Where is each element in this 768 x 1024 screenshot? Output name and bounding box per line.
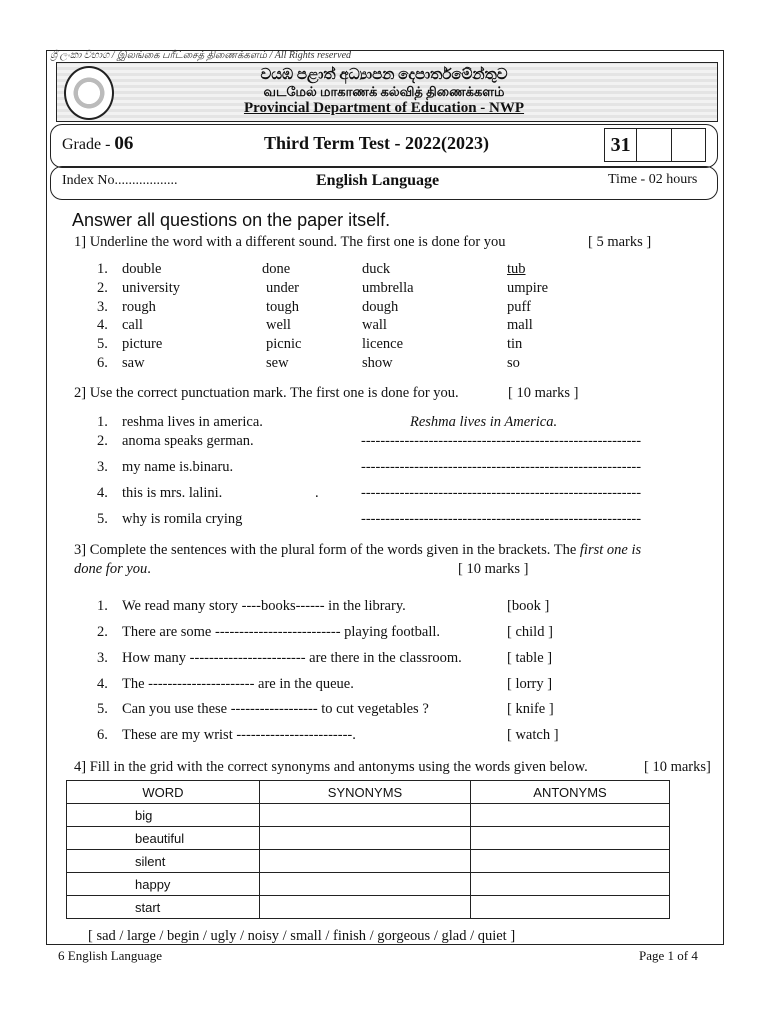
q1-word: tin xyxy=(507,336,523,352)
q1-word: show xyxy=(362,355,393,371)
subject: English Language xyxy=(316,172,440,189)
q2-sentence: why is romila crying xyxy=(122,511,243,527)
q1-word: call xyxy=(122,317,143,333)
grid-synonym-cell[interactable] xyxy=(260,827,471,850)
paper-number-cell xyxy=(672,129,705,161)
q3-sentence: How many ------------------------ are there in the classroom. xyxy=(122,650,462,666)
q3-hint: [ lorry ] xyxy=(507,676,553,692)
q1-num: 2. xyxy=(97,280,108,296)
grid-synonym-cell[interactable] xyxy=(260,873,471,896)
grid-header-word: WORD xyxy=(67,781,260,804)
q3-hint: [ knife ] xyxy=(507,701,554,717)
q2-num: 5. xyxy=(97,511,108,527)
q2-num: 4. xyxy=(97,485,108,501)
q2-sentence: my name is.binaru. xyxy=(122,459,234,475)
q1-word: sew xyxy=(266,355,289,371)
q3-title-a: 3] Complete the sentences with the plural form of the words given in the brackets. The xyxy=(74,542,580,558)
q3-title-d: . xyxy=(147,561,151,577)
q1-word: umbrella xyxy=(362,280,414,296)
q2-answer-line: ---------------------------------------------------------- xyxy=(361,485,642,501)
paper-number-cell xyxy=(637,129,671,161)
q1-marks: [ 5 marks ] xyxy=(588,234,652,250)
q2-answer-line: ---------------------------------------------------------- xyxy=(361,511,642,527)
grade-label: Grade - xyxy=(62,136,115,153)
q1-word: saw xyxy=(122,355,145,371)
q1-word: mall xyxy=(507,317,533,333)
grid-word: happy xyxy=(67,873,260,896)
q1-word: puff xyxy=(507,299,531,315)
grid-header-antonyms: ANTONYMS xyxy=(471,781,670,804)
q1-word: well xyxy=(266,317,291,333)
q1-word: double xyxy=(122,261,162,277)
q3-num: 3. xyxy=(97,650,108,666)
q3-hint: [ table ] xyxy=(507,650,553,666)
grid-antonym-cell[interactable] xyxy=(471,873,670,896)
q3-num: 2. xyxy=(97,624,108,640)
q1-title: 1] Underline the word with a different sound. The first one is done for you xyxy=(74,234,506,250)
q1-word: under xyxy=(266,280,300,296)
grid-row xyxy=(67,873,670,896)
footer-subject: 6 English Language xyxy=(58,948,162,963)
q3-sentence: We read many story ----books------ in the library. xyxy=(122,598,406,614)
q2-answer-line: ---------------------------------------------------------- xyxy=(361,433,642,449)
grid-row xyxy=(67,827,670,850)
q3-num: 6. xyxy=(97,727,108,743)
grid-antonym-cell[interactable] xyxy=(471,850,670,873)
footer-rule xyxy=(46,944,723,945)
q3-hint: [ watch ] xyxy=(507,727,559,743)
grid-word: start xyxy=(67,896,260,919)
grid-word: big xyxy=(67,804,260,827)
synonym-antonym-grid xyxy=(66,780,670,919)
q2-answer-line: ---------------------------------------------------------- xyxy=(361,459,642,475)
q3-sentence: There are some -------------------------- playing football. xyxy=(122,624,441,640)
q2-marks: [ 10 marks ] xyxy=(508,385,579,401)
q1-word: rough xyxy=(122,299,156,315)
q3-title-b: first one is xyxy=(579,542,642,558)
q3-hint: [book ] xyxy=(507,598,550,614)
q2-title: 2] Use the correct punctuation mark. The first one is done for you. xyxy=(74,385,459,401)
q3-title-c: done for you xyxy=(74,561,148,577)
q2-sentence: reshma lives in america. xyxy=(122,414,263,430)
q2-num: 1. xyxy=(97,414,108,430)
q3-title-line2 xyxy=(74,561,151,578)
paper-number-box xyxy=(604,128,706,162)
grid-word: beautiful xyxy=(67,827,260,850)
q3-sentence: These are my wrist ------------------------. xyxy=(122,727,356,743)
grid-header-synonyms: SYNONYMS xyxy=(260,781,471,804)
grade xyxy=(62,133,133,155)
q1-num: 1. xyxy=(97,261,108,277)
grid-word: silent xyxy=(67,850,260,873)
q1-num: 3. xyxy=(97,299,108,315)
banner-sinhala: වයඹ පළාත් අධ්‍යාපන දෙපාර්තමේන්තුව xyxy=(260,67,508,83)
q1-word: dough xyxy=(362,299,399,315)
q1-word: picnic xyxy=(266,336,302,352)
q1-word: umpire xyxy=(507,280,549,296)
q1-word: wall xyxy=(362,317,387,333)
time-allowed: Time - 02 hours xyxy=(608,172,698,187)
grid-antonym-cell[interactable] xyxy=(471,827,670,850)
grid-synonym-cell[interactable] xyxy=(260,896,471,919)
q1-word: done xyxy=(262,261,291,277)
grid-antonym-cell[interactable] xyxy=(471,896,670,919)
q1-word: licence xyxy=(362,336,404,352)
q3-num: 1. xyxy=(97,598,108,614)
q2-answer-example: Reshma lives in America. xyxy=(410,414,558,430)
q2-num: 2. xyxy=(97,433,108,449)
page-number: Page 1 of 4 xyxy=(639,948,698,963)
q1-word: picture xyxy=(122,336,163,352)
banner-tamil: வடமேல் மாகாணக் கல்வித் திணைக்களம் xyxy=(263,84,505,99)
q1-num: 5. xyxy=(97,336,108,352)
banner-english: Provincial Department of Education - NWP xyxy=(243,100,525,116)
q2-sentence: this is mrs. lalini. xyxy=(122,485,223,501)
grid-row xyxy=(67,896,670,919)
q3-title xyxy=(74,542,641,559)
grid-row xyxy=(67,850,670,873)
instruction: Answer all questions on the paper itself. xyxy=(72,210,391,230)
q1-word: university xyxy=(122,280,180,296)
q1-word: tough xyxy=(266,299,300,315)
q3-num: 4. xyxy=(97,676,108,692)
q1-num: 6. xyxy=(97,355,108,371)
q4-title: 4] Fill in the grid with the correct synonyms and antonyms using the words given below. xyxy=(74,759,588,775)
paper-number: 31 xyxy=(605,129,637,161)
grid-synonym-cell[interactable] xyxy=(260,804,471,827)
q1-word: so xyxy=(507,355,520,371)
q1-word: duck xyxy=(362,261,391,277)
word-bank: [ sad / large / begin / ugly / noisy / small / finish / gorgeous / glad / quiet ] xyxy=(88,928,516,944)
q1-num: 4. xyxy=(97,317,108,333)
q3-sentence: The ---------------------- are in the queue. xyxy=(122,676,354,692)
rights-notice: ශ්‍රී ලංකා විභාග / இலங்கை பரீட்சைத் திணைக்களம் / All Rights reserved xyxy=(50,50,352,61)
test-title: Third Term Test - 2022(2023) xyxy=(264,133,490,153)
grid-antonym-cell[interactable] xyxy=(471,804,670,827)
q3-marks: [ 10 marks ] xyxy=(458,561,529,577)
q3-num: 5. xyxy=(97,701,108,717)
grid-synonym-cell[interactable] xyxy=(260,850,471,873)
q2-sentence: anoma speaks german. xyxy=(122,433,254,449)
grid-row xyxy=(67,804,670,827)
q3-hint: [ child ] xyxy=(507,624,553,640)
grid-header-row xyxy=(67,781,670,804)
q1-word-underlined: tub xyxy=(507,261,526,277)
q2-num: 3. xyxy=(97,459,108,475)
q2-stray-mark: . xyxy=(315,485,319,501)
index-number: Index No.................. xyxy=(62,173,178,188)
q3-sentence: Can you use these ------------------ to cut vegetables ? xyxy=(122,701,429,717)
grade-value: 06 xyxy=(114,133,134,154)
q4-marks: [ 10 marks] xyxy=(644,759,711,775)
